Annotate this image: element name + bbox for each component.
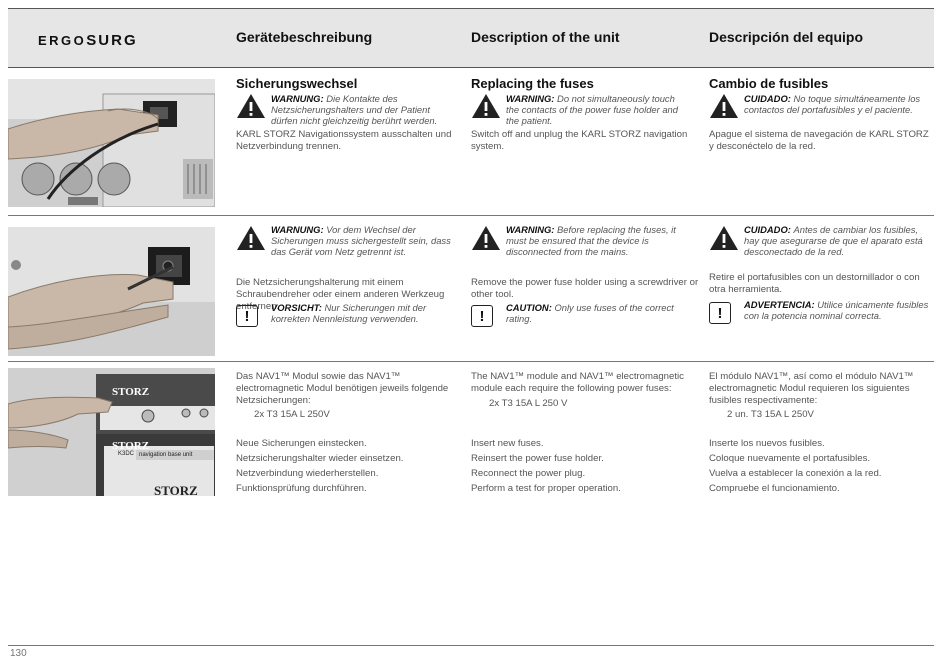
footer-rule [8,645,934,646]
section1-warning-de: WARNUNG: Die Kontakte des Netzsicherungshalters und der Patient dürfen nicht gleichzeitig berührt werden. [271,93,438,127]
section2-body-de: Die Netzsicherungshalterung mit einem Schraubendreher oder einem anderen Werkzeug entfernen. [236,277,445,312]
section3-step-es: Vuelva a establecer la conexión a la red. [709,468,882,479]
section-divider [8,215,934,216]
section1-warning-es: CUIDADO: No toque simultáneamente los contactos del portafusibles y el paciente. [744,93,921,116]
caution-icon: ! [471,305,493,327]
section3-step-en: Insert new fuses. [471,438,544,449]
brand-logo [38,32,138,49]
section2-caution-de: VORSICHT: Nur Sicherungen mit der korrekten Nennleistung verwenden. [271,302,427,325]
section3-step-de: Netzverbindung wiederherstellen. [236,468,379,479]
section3-fuse-es: 2 un. T3 15A L 250V [727,409,814,420]
section2-warning-de: WARNUNG: Vor dem Wechsel der Sicherungen muss sichergestellt sein, dass das Gerät vom Netz getrennt ist. [271,224,451,258]
section2-warning-es: CUIDADO: Antes de cambiar los fusibles, hay que asegurarse de que el aparato está desconectado de la red. [744,224,923,258]
storz-logo-bottom: STORZ [112,440,150,452]
section3-fuse-en: 2x T3 15A L 250 V [489,398,568,409]
section-divider [8,361,934,362]
module-code-label: K3DC [118,451,135,457]
section1-body-en: Switch off and unplug the KARL STORZ navigation system. [471,129,688,152]
section3-intro-es: El módulo NAV1™, así como el módulo NAV1™ electromagnetic Modul requieren los siguientes fusibles respectivamente: [709,371,914,406]
section1-body-de: KARL STORZ Navigationssystem ausschalten und Netzverbindung trennen. [236,129,452,152]
section3-intro-en: The NAV1™ module and NAV1™ electromagnetic module each require the following power fuses: [471,371,684,394]
section3-step-de: Funktionsprüfung durchführen. [236,483,367,494]
section2-caution-es: ADVERTENCIA: Utilice únicamente fusibles con la potencia nominal correcta. [744,299,929,322]
warning-triangle-icon [471,225,501,251]
section1-body-es: Apague el sistema de navegación de KARL STORZ y desconéctelo de la red. [709,129,929,152]
section3-step-es: Inserte los nuevos fusibles. [709,438,825,449]
section2-body-en: Remove the power fuse holder using a screwdriver or other tool. [471,277,699,300]
section3-fuse-de: 2x T3 15A L 250V [254,409,330,420]
photo-unplug [8,79,215,207]
section3-step-de: Netzsicherungshalter wieder einsetzen. [236,453,404,464]
section3-step-de: Neue Sicherungen einstecken. [236,438,367,449]
section2-body-es: Retire el portafusibles con un destornillador o con otra herramienta. [709,272,920,295]
brand-prefix: ERGO [38,33,87,48]
page-number: 130 [10,648,27,659]
section3-step-es: Coloque nuevamente el portafusibles. [709,453,871,464]
section3-step-es: Compruebe el funcionamiento. [709,483,840,494]
caution-icon: ! [709,302,731,324]
navigation-base-label: navigation base unit [139,452,193,458]
section3-intro-de: Das NAV1™ Modul sowie das NAV1™ electromagnetic Modul benötigen jeweils folgende Netzsicherungen: [236,371,449,406]
section1-title-de: Sicherungswechsel [236,76,358,91]
section2-caution-en: CAUTION: Only use fuses of the correct rating. [506,302,674,325]
warning-triangle-icon [471,93,501,119]
section3-step-en: Reinsert the power fuse holder. [471,453,604,464]
warning-triangle-icon [709,225,739,251]
photo-fuse-holder [8,227,215,356]
section3-step-en: Reconnect the power plug. [471,468,586,479]
warning-triangle-icon [236,93,266,119]
section1-warning-en: WARNING: Do not simultaneously touch the contacts of the power fuse holder and the patient. [506,93,678,127]
storz-logo-front: STORZ [154,483,198,496]
section3-step-en: Perform a test for proper operation. [471,483,621,494]
warning-triangle-icon [709,93,739,119]
section1-title-es: Cambio de fusibles [709,76,829,91]
header-de: Gerätebeschreibung [236,29,373,45]
header-en: Description of the unit [471,29,620,45]
photo-navigation-unit [8,368,215,496]
header-es: Descripción del equipo [709,29,864,45]
storz-logo-top: STORZ [112,386,150,398]
brand-suffix: SURG [86,32,138,49]
section2-warning-en: WARNING: Before replacing the fuses, it must be ensured that the device is disconnected from the mains. [506,224,676,258]
warning-triangle-icon [236,225,266,251]
caution-icon: ! [236,305,258,327]
section1-title-en: Replacing the fuses [471,76,594,91]
